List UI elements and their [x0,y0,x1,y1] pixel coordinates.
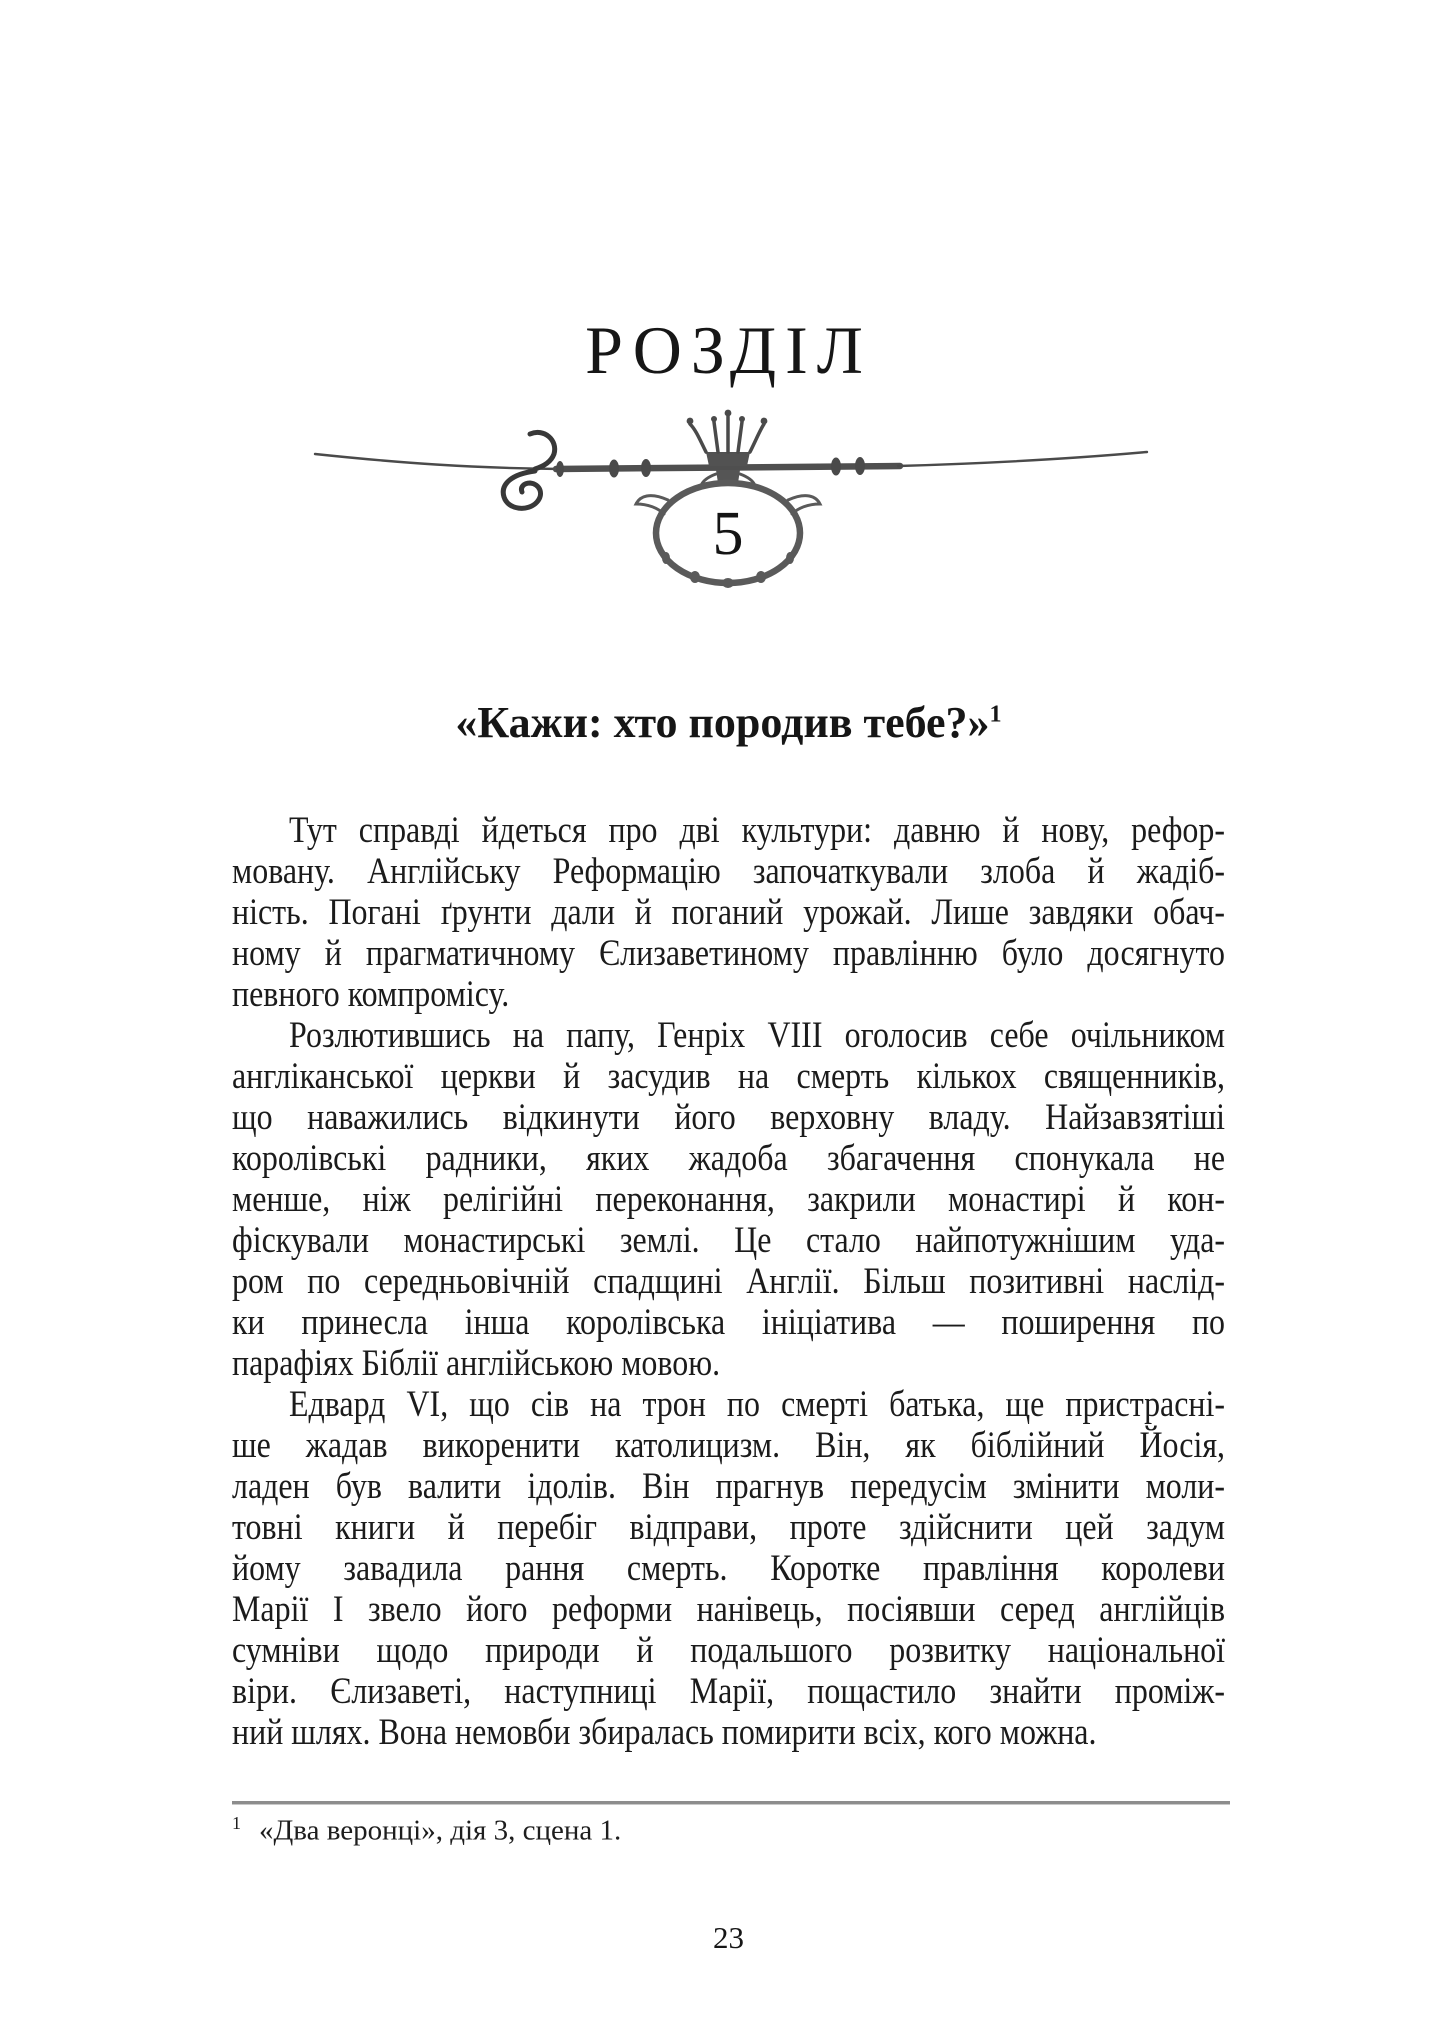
text-line: менше, ніж релігійні переконання, закрили монастирі й кон- [232,1179,1226,1220]
text-line: королівські радники, яких жадоба збагачення спонукала не [232,1138,1226,1179]
text-line: Едвард VI, що сів на трон по смерті батька, ще пристрасні- [288,1384,1226,1425]
text-line: фіскували монастирські землі. Це стало найпотужнішим уда- [232,1220,1226,1261]
paragraph [232,810,1225,1015]
text-line: Марії I звело його реформи нанівець, посіявши серед англійців [232,1589,1226,1630]
text-line: ному й прагматичному Єлизаветиному правлінню було досягнуто [232,933,1226,974]
text-line: що наважились відкинути його верховну владу. Найзавзятіші [232,1097,1226,1138]
text-line: англіканської церкви й засудив на смерть кількох священників, [232,1056,1226,1097]
text-line: ність. Погані ґрунти дали й поганий урожай. Лише завдяки обач- [232,892,1226,933]
footnote-marker: 1 [232,1813,241,1833]
footnote-text: «Два веронці», дія 3, сцена 1. [258,1814,622,1847]
text-line: сумніви щодо природи й подальшого розвитку національної [232,1630,1226,1671]
subtitle-footnote-marker: 1 [989,700,1002,728]
body-text [232,810,1225,1753]
paragraph [232,1015,1225,1384]
text-line: певного компромісу. [232,974,510,1015]
text-line: Тут справді йдеться про дві культури: давню й нову, рефор- [288,810,1226,851]
chapter-number: 5 [712,500,744,568]
text-line: ний шлях. Вона немовби збиралась помирити всіх, кого можна. [232,1712,1097,1753]
text-line: Розлютившись на папу, Генріх VIII оголосив себе очільником [288,1015,1226,1056]
text-line: йому завадила рання смерть. Коротке правління королеви [232,1548,1226,1589]
subtitle-quote: «Кажи: хто породив тебе?» [455,698,990,747]
text-line: ром по середньовічній спадщині Англії. Більш позитивні наслід- [232,1261,1226,1302]
page-number: 23 [713,1920,744,1955]
text-line: товні книги й перебіг відправи, проте здійснити цей задум [232,1507,1226,1548]
text-line: ладен був валити ідолів. Він прагнув передусім змінити моли- [232,1466,1226,1507]
text-line: віри. Єлизаветі, наступниці Марії, пощастило знайти проміж- [232,1671,1226,1712]
paragraph [232,1384,1225,1753]
text-line: ки принесла інша королівська ініціатива — поширення по [232,1302,1226,1343]
chapter-subtitle [232,698,1225,749]
chapter-ornament [0,400,1445,610]
text-line: ше жадав викоренити католицизм. Він, як біблійний Йосія, [232,1425,1226,1466]
footnote [232,1812,1230,1849]
text-line: мовану. Англійську Реформацію започаткували злоба й жадіб- [232,851,1226,892]
crown-icon [687,410,768,466]
text-line: парафіях Біблії англійською мовою. [232,1343,721,1384]
footnote-divider [232,1801,1230,1805]
chapter-heading: РОЗДІЛ [585,312,872,388]
hilt-curl-icon [503,432,554,508]
